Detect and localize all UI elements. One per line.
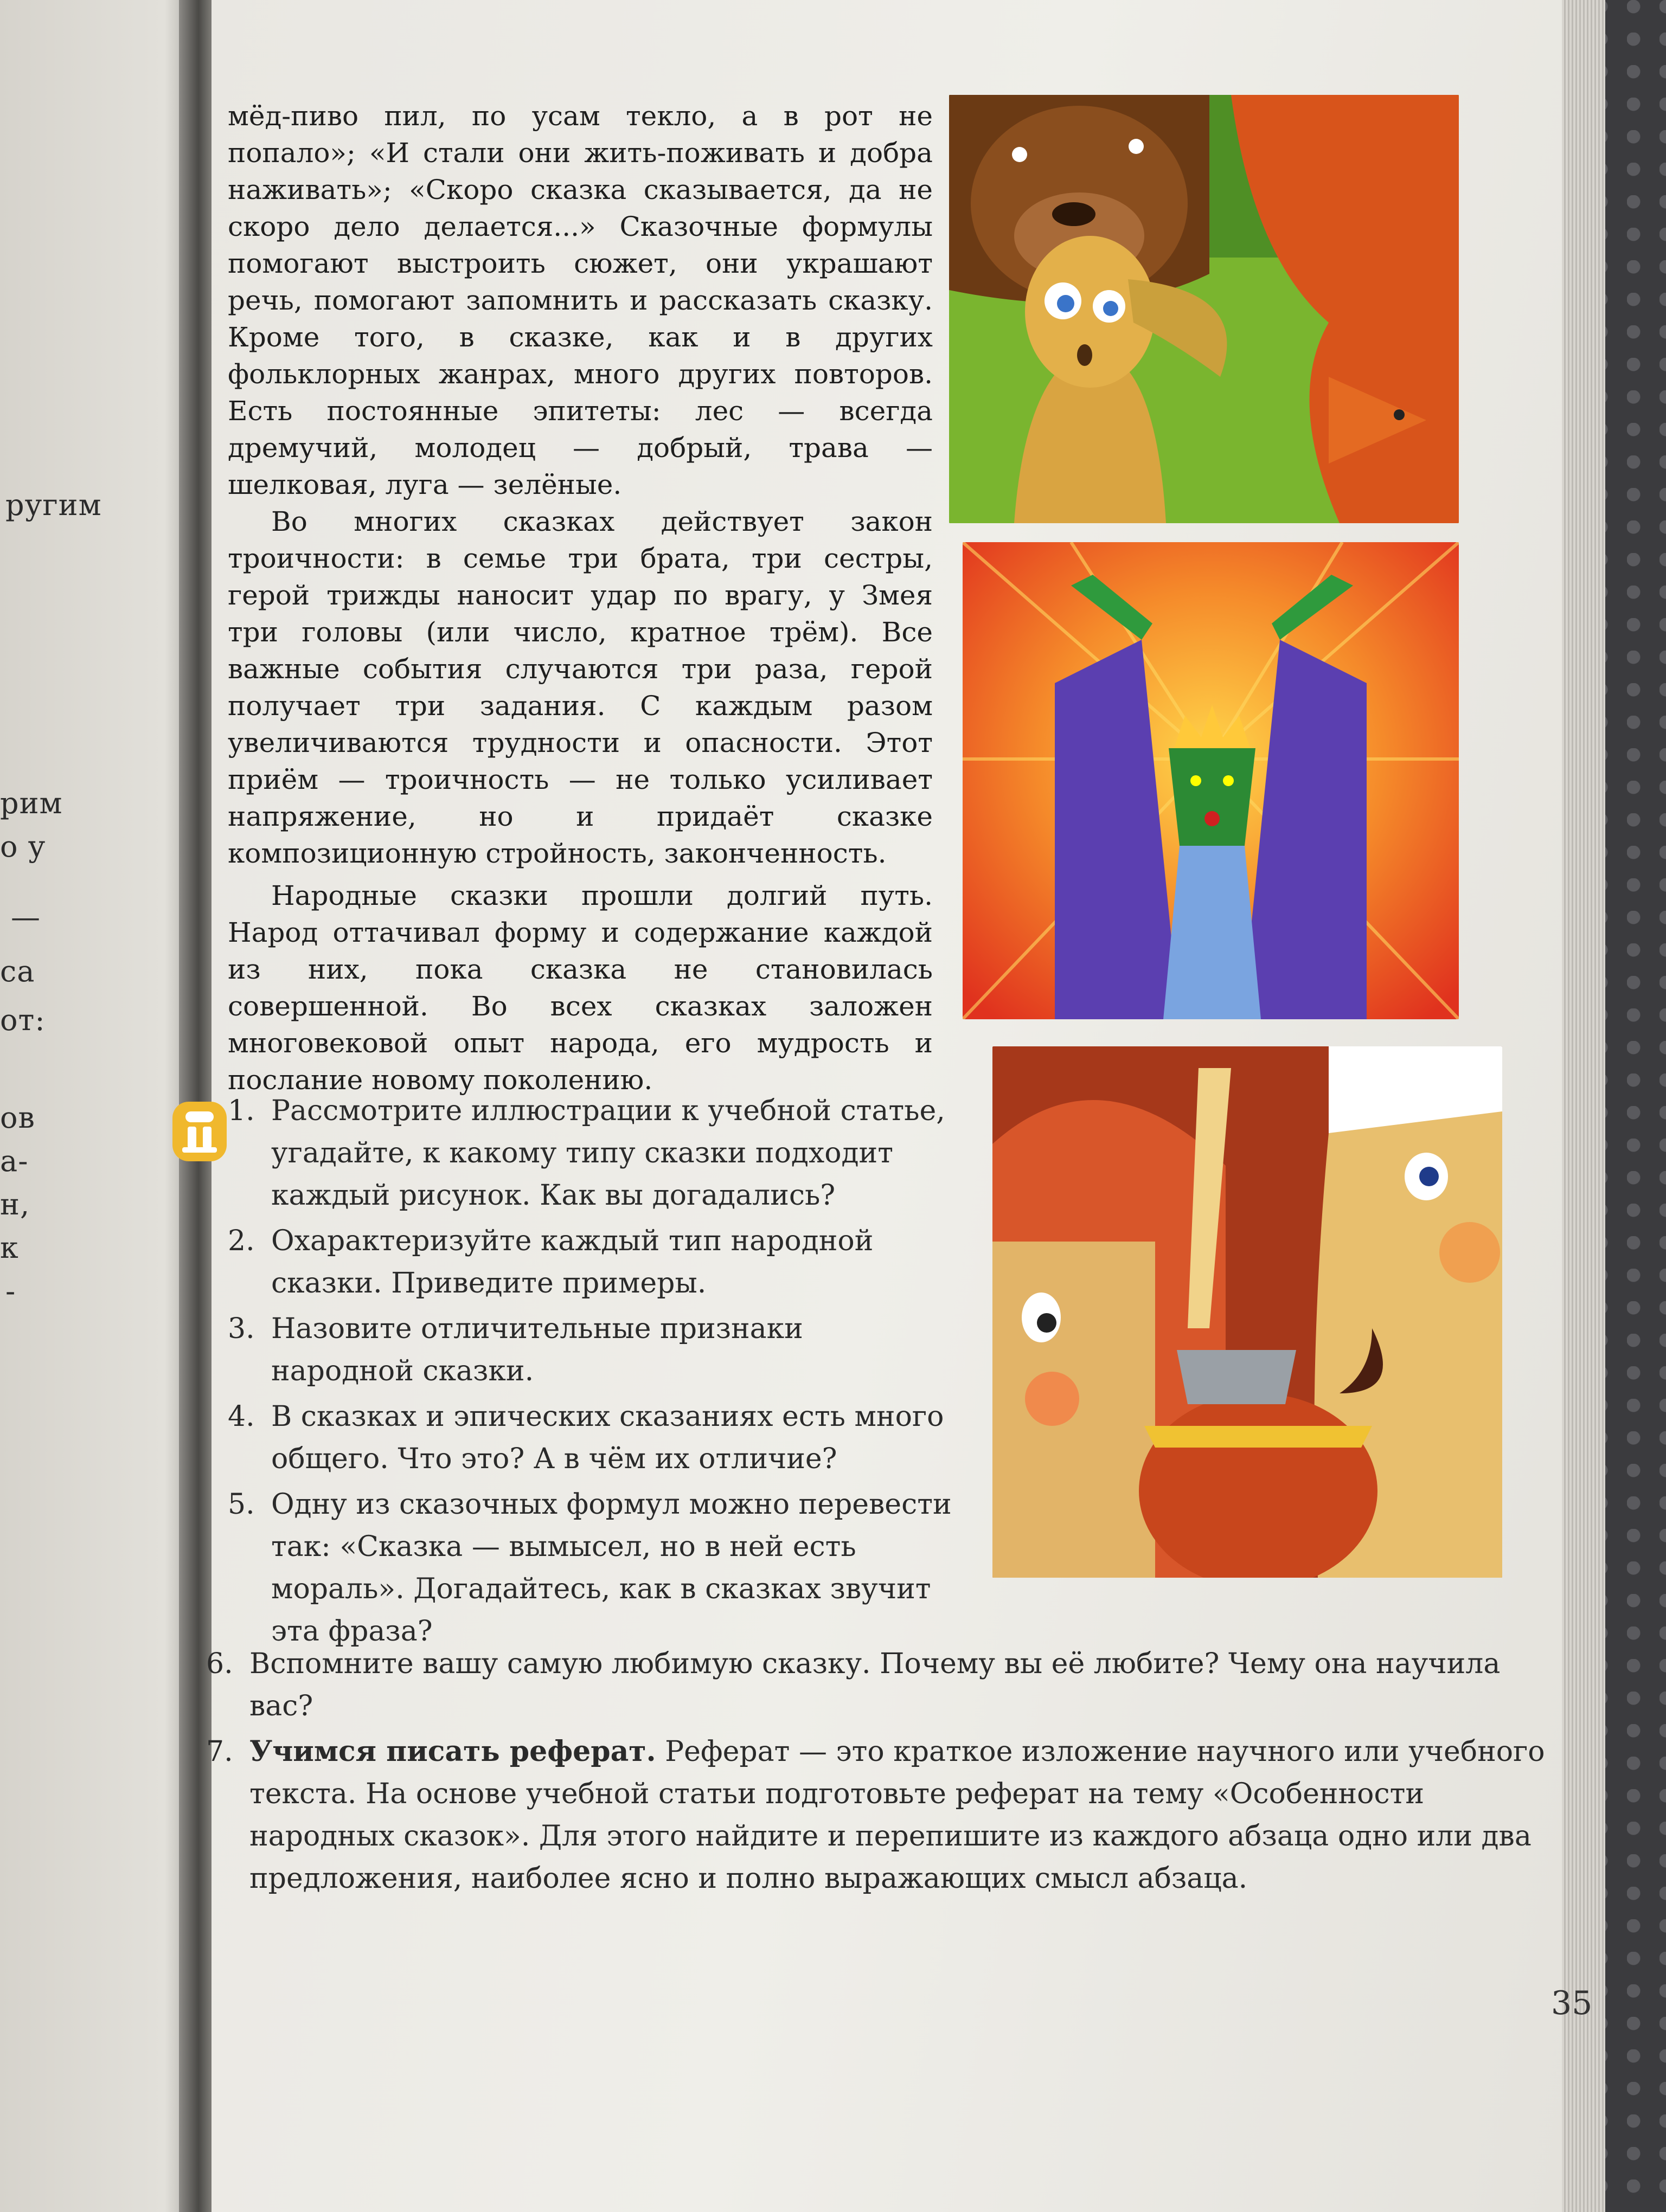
left-fragment: ругим xyxy=(5,488,102,522)
left-fragment: н, xyxy=(0,1187,30,1221)
everyday-illustration-svg xyxy=(992,1046,1502,1578)
illustration-magic xyxy=(963,542,1459,1019)
question-1: 1. Рассмотрите иллюстрации к учебной статье, угадайте, к какому типу сказки подходит каждый рисунок. Как вы догадались? xyxy=(228,1095,945,1212)
left-fragment: са xyxy=(0,954,35,988)
page-number: 35 xyxy=(1551,1984,1593,2022)
illustration-animals xyxy=(949,95,1459,523)
question-6: 6. Вспомните вашу самую любимую сказку. Почему вы её любите? Чему она научила вас? xyxy=(206,1648,1501,1722)
left-fragment: от: xyxy=(0,1003,46,1037)
question-7: 7. Учимся писать реферат. Реферат — это краткое изложение научного или учебного текста. На основе учебной статьи подготовьте реферат на тему «Особенности народных сказок». Для этого найдите и перепишите из каждого абзаца одно или два предложения, наиболее ясно и полно выражающих смысл абзаца. xyxy=(206,1735,1545,1895)
question-5: 5. Одну из сказочных формул можно перевести так: «Сказка — вымысел, но в ней есть мораль». Догадайтесь, как в сказках звучит эта фраза? xyxy=(228,1488,952,1648)
questions-list-wide xyxy=(206,1643,1562,1903)
question-icon xyxy=(172,1102,227,1161)
questions-list xyxy=(228,1090,954,1656)
left-fragment: к xyxy=(0,1231,19,1265)
question-4: 4. В сказках и эпических сказаниях есть много общего. Что это? А в чём их отличие? xyxy=(228,1400,944,1475)
question-2: 2. Охарактеризуйте каждый тип народной сказки. Приведите примеры. xyxy=(228,1225,874,1300)
paragraph-1: мёд-пиво пил, по усам текло, а в рот не попало»; «И стали они жить-поживать и добра наживать»; «Скоро сказка сказывается, да не скоро дело делается...» Сказочные формулы помогают выстроить сюжет, они украшают речь, помогают запомнить и рассказать сказку. Кроме того, в сказке, как и в других фольклорных жанрах, много других повторов. Есть постоянные эпитеты: лес — всегда дремучий, молодец — добрый, трава — шелковая, луга — зелёные. xyxy=(228,100,933,500)
left-fragment: - xyxy=(5,1274,16,1308)
page-edges xyxy=(1562,0,1605,2212)
paragraph-3: Народные сказки прошли долгий путь. Народ оттачивал форму и содержание каждой из них, пока сказка не становилась совершенной. Во всех сказках заложен многовековой опыт народа, его мудрость и послание новому поколению. xyxy=(228,880,933,1096)
question-3: 3. Назовите отличительные признаки народной сказки. xyxy=(228,1313,803,1387)
left-fragment: а- xyxy=(0,1144,29,1178)
left-fragment: — xyxy=(11,900,41,934)
animals-illustration-svg xyxy=(949,95,1459,523)
left-fragment: рим xyxy=(0,786,63,820)
article-text xyxy=(228,98,933,1098)
illustration-everyday xyxy=(992,1046,1502,1578)
paragraph-2: Во многих сказках действует закон троичности: в семье три брата, три сестры, герой трижды наносит удар по врагу, у Змея три головы (или число, кратное трём). Все важные события случаются три раза, герой получает три задания. С каждым разом увеличиваются трудности и опасности. Этот приём — троичность — не только усиливает напряжение, но и придаёт сказке композиционную стройность, законченность. xyxy=(228,506,933,869)
magic-illustration-svg xyxy=(963,542,1459,1019)
left-fragment: о у xyxy=(0,829,46,864)
left-fragment: ов xyxy=(0,1101,35,1135)
